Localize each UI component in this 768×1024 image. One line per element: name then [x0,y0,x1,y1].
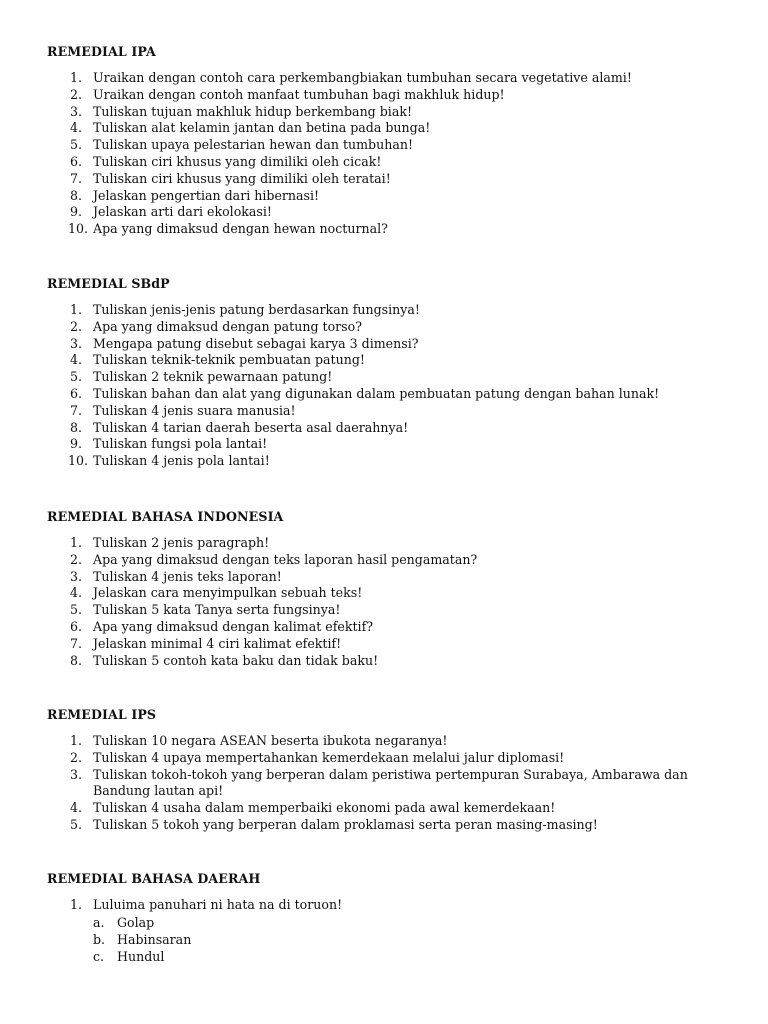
list-item: 6. Tuliskan ciri khusus yang dimiliki oleh cicak! [70,153,382,169]
list-item: 4. Tuliskan 4 usaha dalam memperbaiki ekonomi pada awal kemerdekaan! [70,800,556,816]
question-list-sbdp [47,302,737,470]
section-heading-bahasa-indonesia: REMEDIAL BAHASA INDONESIA [47,509,284,524]
list-item: 6. Tuliskan bahan dan alat yang digunakan dalam pembuatan patung dengan bahan lunak! [70,385,660,401]
list-item: 1. Tuliskan 2 jenis paragraph! [70,535,270,550]
list-item: 1. Uraikan dengan contoh cara perkembangbiakan tumbuhan secara vegetative alami! [70,70,632,85]
list-item: 2. Uraikan dengan contoh manfaat tumbuhan bagi makhluk hidup! [70,86,505,102]
option-item: c. Hundul [93,948,165,964]
list-item: 7. Tuliskan 4 jenis suara manusia! [70,402,296,418]
section-heading-sbdp: REMEDIAL SBdP [47,276,170,291]
list-item: 8. Tuliskan 5 contoh kata baku dan tidak baku! [70,652,379,668]
list-item: 5. Tuliskan 5 tokoh yang berperan dalam proklamasi serta peran masing-masing! [70,816,598,832]
list-item: 7. Tuliskan ciri khusus yang dimiliki oleh teratai! [70,170,391,186]
list-item: 1. Luluima panuhari ni hata na di toruon! a. Golap b. Habinsaran c. Hundul [47,897,737,965]
list-item: 7. Jelaskan minimal 4 ciri kalimat efektif! [70,635,342,651]
list-item: 2. Apa yang dimaksud dengan teks laporan hasil pengamatan? [70,551,478,567]
list-item: 10. Apa yang dimaksud dengan hewan nocturnal? [68,221,388,237]
list-item: 10. Tuliskan 4 jenis pola lantai! [68,453,270,469]
list-item: 1. Tuliskan 10 negara ASEAN beserta ibukota negaranya! [70,733,448,748]
list-item: 5. Tuliskan upaya pelestarian hewan dan tumbuhan! [70,137,414,153]
list-item: 9. Jelaskan arti dari ekolokasi! [70,204,272,220]
list-item: 2. Tuliskan 4 upaya mempertahankan kemerdekaan melalui jalur diplomasi! [70,749,565,765]
list-item: 3. Tuliskan 4 jenis teks laporan! [70,568,282,584]
question-list-bahasa-indonesia [47,535,737,669]
list-item: 8. Jelaskan pengertian dari hibernasi! [70,187,320,203]
answer-options [93,914,737,965]
list-item: 4. Tuliskan alat kelamin jantan dan betina pada bunga! [70,120,431,136]
list-item: 2. Apa yang dimaksud dengan patung torso? [70,318,362,334]
option-item: b. Habinsaran [93,931,192,947]
list-item: 5. Tuliskan 5 kata Tanya serta fungsinya! [70,602,341,618]
question-list-bahasa-daerah [47,897,737,965]
section-heading-bahasa-daerah: REMEDIAL BAHASA DAERAH [47,871,261,886]
list-item: 4. Tuliskan teknik-teknik pembuatan patung! [70,352,365,368]
section-heading-ipa: REMEDIAL IPA [47,44,156,59]
list-item: 6. Apa yang dimaksud dengan kalimat efektif? [70,618,373,634]
list-item: 5. Tuliskan 2 teknik pewarnaan patung! [70,369,333,385]
list-item: 8. Tuliskan 4 tarian daerah beserta asal daerahnya! [70,419,409,435]
list-item: 3. Tuliskan tokoh-tokoh yang berperan dalam peristiwa pertempuran Surabaya, Ambarawa dan Bandung lautan api! [70,766,688,799]
list-item: 3. Tuliskan tujuan makhluk hidup berkembang biak! [70,103,413,119]
section-heading-ips: REMEDIAL IPS [47,707,157,722]
list-item: 1. Tuliskan jenis-jenis patung berdasarkan fungsinya! [70,302,420,317]
list-item: 9. Tuliskan fungsi pola lantai! [70,436,268,452]
list-item: 3. Mengapa patung disebut sebagai karya 3 dimensi? [70,335,419,351]
question-list-ipa [47,70,737,238]
list-item: 4. Jelaskan cara menyimpulkan sebuah teks! [70,585,363,601]
question-list-ips [47,733,737,834]
option-item: a. Golap [93,914,155,930]
